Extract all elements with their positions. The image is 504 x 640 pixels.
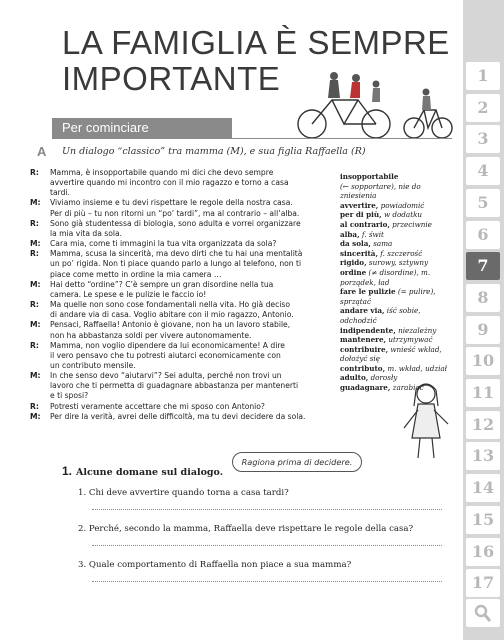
dialogue-text-line: Per dire la verità, avrei delle difficoltà, ma tu devi decidere da sola. [50, 411, 306, 421]
family-bicycle-illustration [296, 64, 456, 144]
dialogue-line [30, 280, 330, 300]
dialogue-text-line: lavoro che ti permetta di guadagnare abbastanza per mantenerti [50, 381, 299, 391]
section-heading: Per cominciare [52, 118, 232, 138]
dialogue-text-line: camera. Le spese e le pulizie le faccio io! [50, 289, 207, 299]
chapter-tab-7[interactable]: 7 [466, 252, 500, 280]
chapter-tab-16[interactable]: 16 [466, 538, 500, 566]
question-3: 3. Quale comportamento di Raffaella non piace a sua mamma? [78, 560, 352, 570]
glossary-term: avvertire, [340, 200, 379, 210]
chapter-tab-4[interactable]: 4 [466, 157, 500, 185]
magnifier-icon[interactable] [466, 599, 500, 627]
question-1: 1. Chi deve avvertire quando torna a casa tardi? [78, 488, 289, 498]
exercise-number: 1. [62, 464, 73, 478]
glossary-entry [340, 268, 455, 287]
glossary-definition: (= pulire), sprzątać [340, 287, 436, 306]
chapter-tab-13[interactable]: 13 [466, 442, 500, 470]
dialogue-text-line: Viviamo insieme e tu devi rispettare le regole della nostra casa. [50, 198, 293, 208]
glossary-entry [340, 335, 455, 345]
glossary-definition: wnieść wkład, dołożyć się [340, 344, 442, 364]
intro-text: Un dialogo “classico” tra mamma (M), e sua figlia Raffaella (R) [62, 146, 366, 157]
dialogue-text-line: di andare via di casa. Voglio abitare con il mio ragazzo, Antonio. [50, 310, 294, 320]
dialogue-text [50, 239, 330, 249]
speaker-label: M: [30, 371, 41, 381]
dialogue-text [50, 280, 330, 300]
speaker-label: R: [30, 168, 39, 177]
dialogue-text [50, 412, 330, 422]
glossary-term: guadagnare, [340, 383, 391, 393]
glossary-entry [340, 239, 455, 249]
dialogue-text [50, 300, 330, 320]
dialogue-text-line: avvertire quando mi incontro con il mio ragazzo e torno a casa [50, 178, 289, 188]
glossary-definition: przeciwnie [392, 219, 432, 229]
glossary-entry [340, 258, 455, 268]
dialogue-text-line: un contributo mensile. [50, 360, 136, 370]
glossary-definition: f. szczerość [380, 248, 423, 258]
dialogue-line [30, 320, 330, 340]
glossary-definition: sama [373, 239, 393, 249]
dialogue-text-line: Ma quelle non sono cose fondamentali nella vita. Ho già deciso [50, 300, 290, 310]
chapter-tab-6[interactable]: 6 [466, 221, 500, 249]
dialogue-text [50, 249, 330, 279]
dialogue-line [30, 402, 330, 412]
glossary-term: mantenere, [340, 335, 387, 345]
chapter-tab-3[interactable]: 3 [466, 125, 500, 153]
dialogue-line [30, 371, 330, 401]
dialogue [30, 168, 330, 422]
dialogue-text-line: piace come metto in ordine la mia camera … [50, 269, 222, 279]
chapter-tab-2[interactable]: 2 [466, 94, 500, 122]
glossary-term: sincerità, [340, 248, 378, 258]
chapter-tab-14[interactable]: 14 [466, 474, 500, 502]
speaker-label: R: [30, 300, 39, 310]
glossary-term: fare le pulizie [340, 287, 396, 297]
dialogue-text-line: Potresti veramente accettare che mi sposo con Antonio? [50, 401, 265, 411]
dialogue-text-line: Mamma, è insopportabile quando mi dici che devo sempre [50, 168, 274, 177]
glossary-entry [340, 326, 455, 336]
dialogue-text-line: tardi. [50, 188, 70, 198]
dialogue-text [50, 371, 330, 401]
glossary-definition: dorosły [370, 373, 398, 383]
glossary [340, 172, 455, 393]
chapter-tab-1[interactable]: 1 [466, 62, 500, 90]
dialogue-text-line: Mamma, non voglio dipendere da lui economicamente! A dire [50, 340, 285, 350]
hint-speech-bubble: Ragiona prima di decidere. [232, 452, 362, 472]
dialogue-text-line: Sono già studentessa di biologia, sono adulta e vorrei organizzare [50, 218, 301, 228]
chapter-tab-10[interactable]: 10 [466, 347, 500, 375]
glossary-entry [340, 345, 455, 364]
glossary-definition: m. wkład, udział [387, 363, 448, 373]
dialogue-line [30, 341, 330, 371]
speaker-label: M: [30, 320, 41, 330]
glossary-entry [340, 210, 455, 220]
glossary-entry [340, 230, 455, 240]
glossary-term: contribuire, [340, 344, 389, 354]
glossary-entry [340, 172, 455, 182]
question-2: 2. Perché, secondo la mamma, Raffaella deve rispettare le regole della casa? [78, 524, 414, 534]
glossary-term: ordine [340, 267, 367, 277]
answer-line-3[interactable] [92, 580, 442, 582]
glossary-definition: zarabiać [392, 383, 424, 393]
answer-line-1[interactable] [92, 508, 442, 510]
dialogue-text-line: il vero pensavo che tu potresti aiutarci economicamente con [50, 350, 281, 360]
dialogue-line [30, 239, 330, 249]
glossary-definition: iść sobie, odchodzić [340, 306, 421, 325]
dialogue-line [30, 198, 330, 218]
dialogue-text [50, 219, 330, 239]
glossary-entry [340, 306, 455, 325]
dialogue-line [30, 168, 330, 198]
glossary-term: per di più, [340, 210, 382, 220]
glossary-definition: (≠ disordine), m. porządek, ład [340, 267, 431, 287]
glossary-term: adulto, [340, 373, 369, 383]
dialogue-text-line: Hai detto “ordine”? C’è sempre un gran disordine nella tua [50, 279, 274, 289]
glossary-term: indipendente, [340, 325, 396, 335]
glossary-term: andare via, [340, 306, 385, 316]
dialogue-line [30, 300, 330, 320]
dialogue-line [30, 249, 330, 279]
glossary-entry [340, 364, 455, 374]
dialogue-text-line: Cara mia, come ti immagini la tua vita organizzata da sola? [50, 239, 277, 249]
section-divider [52, 138, 452, 139]
glossary-entry [340, 182, 455, 201]
glossary-term: al contrario, [340, 219, 390, 229]
girl-illustration [396, 380, 456, 460]
glossary-definition: f. świt [361, 229, 384, 239]
glossary-term: rigido, [340, 258, 367, 268]
dialogue-line [30, 412, 330, 422]
dialogue-text-line: Mamma, scusa la sincerità, ma devo dirti che tu hai una mentalità [50, 249, 303, 259]
speaker-label: R: [30, 218, 39, 228]
speaker-label: M: [30, 198, 41, 208]
exercise-title [62, 464, 223, 478]
dialogue-text-line: un po’ rigida. Non ti piace quando parlo a lungo al telefono, non ti [50, 259, 302, 269]
dialogue-text [50, 320, 330, 340]
dialogue-text-line: e ti sposi? [50, 391, 89, 401]
speaker-label: M: [30, 411, 41, 421]
chapter-tab-5[interactable]: 5 [466, 189, 500, 217]
glossary-definition: (← sopportare), nie do zniesienia [340, 181, 421, 201]
dialogue-line [30, 219, 330, 239]
glossary-definition: utrzymywać [388, 335, 433, 345]
dialogue-text [50, 168, 330, 198]
glossary-term: da sola, [340, 239, 371, 249]
glossary-entry [340, 220, 455, 230]
dialogue-text-line: la mia vita da sola. [50, 228, 123, 238]
dialogue-text-line: non ha abbastanza soldi per vivere autonomamente. [50, 330, 252, 340]
dialogue-text-line: Per di più – tu non ritorni un “po’ tardi”, ma al contrario – all’alba. [50, 208, 300, 218]
exercise-title-text: Alcune domane sul dialogo. [76, 467, 224, 478]
glossary-definition: surowy, sztywny [368, 258, 429, 268]
dialogue-text [50, 402, 330, 412]
glossary-definition: niezależny [398, 325, 437, 335]
glossary-definition: w dodatku [383, 210, 423, 220]
answer-line-2[interactable] [92, 544, 442, 546]
exercise-letter: A [37, 144, 47, 159]
dialogue-text [50, 198, 330, 218]
speaker-label: M: [30, 239, 41, 249]
speaker-label: R: [30, 249, 39, 259]
speaker-label: M: [30, 279, 41, 289]
dialogue-text-line: Pensaci, Raffaella! Antonio è giovane, non ha un lavoro stabile, [50, 320, 291, 330]
chapter-tab-15[interactable]: 15 [466, 506, 500, 534]
chapter-tab-9[interactable]: 9 [466, 316, 500, 344]
glossary-term: contributo, [340, 363, 386, 373]
chapter-tab-11[interactable]: 11 [466, 379, 500, 407]
page-title-line2: IMPORTANTE [62, 60, 281, 97]
dialogue-text-line: In che senso devo “aiutarvi”? Sei adulta, perché non trovi un [50, 371, 282, 381]
dialogue-text [50, 341, 330, 371]
glossary-entry [340, 287, 455, 306]
glossary-term: insopportabile [340, 172, 399, 181]
chapter-tab-12[interactable]: 12 [466, 411, 500, 439]
glossary-definition: powiadomić [380, 200, 425, 210]
glossary-entry [340, 249, 455, 259]
chapter-tab-8[interactable]: 8 [466, 284, 500, 312]
glossary-term: alba, [340, 229, 360, 239]
magnifier-icon-glyph [466, 599, 500, 627]
chapter-tab-17[interactable]: 17 [466, 569, 500, 597]
speaker-label: R: [30, 340, 39, 350]
page-title-line1: LA FAMIGLIA È SEMPRE [62, 24, 450, 61]
speaker-label: R: [30, 401, 39, 411]
glossary-entry [340, 201, 455, 211]
